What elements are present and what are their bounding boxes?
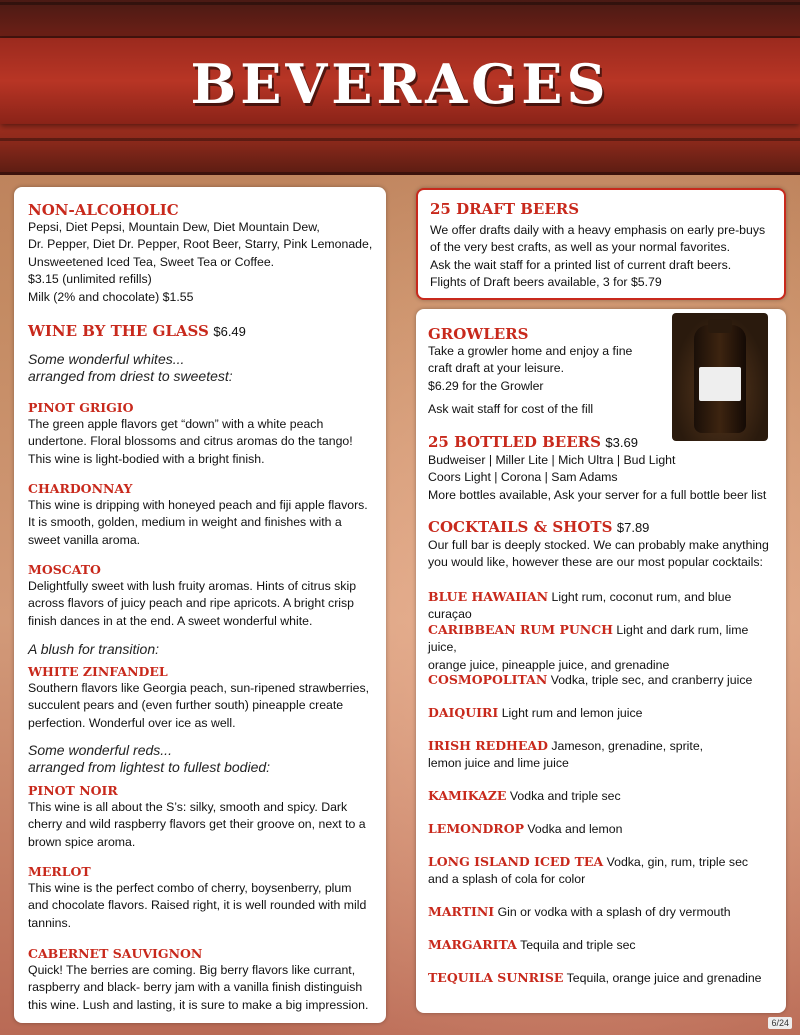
cocktail-name: CARIBBEAN RUM PUNCH (428, 622, 613, 637)
wine-name: MERLOT (28, 864, 91, 879)
non-alcoholic-heading: NON-ALCOHOLIC (28, 201, 179, 219)
cocktail-item (428, 737, 778, 773)
growler-neck (708, 319, 732, 333)
wine-item (28, 664, 378, 732)
cocktail-name: COSMOPOLITAN (428, 672, 548, 687)
wine-desc-line: succulent pears and (even further south) pineapple create (28, 698, 344, 713)
wine-desc-line: this wine. Lush and lasting, it is sure to make a big impression. (28, 997, 369, 1012)
cocktail-desc: Light and dark rum, lime juice, (428, 623, 749, 655)
non-alcoholic-line: Milk (2% and chocolate) $1.55 (28, 289, 194, 304)
cocktail-name: IRISH REDHEAD (428, 738, 548, 753)
wine-desc-line: sweet vanilla aroma. (28, 532, 141, 547)
cocktail-desc: Tequila, orange juice and grenadine (566, 971, 762, 985)
cocktail-name: DAIQUIRI (428, 705, 499, 720)
reds-intro (28, 742, 378, 776)
non-alcoholic-line: $3.15 (unlimited refills) (28, 272, 152, 287)
cocktail-name: KAMIKAZE (428, 788, 507, 803)
wine-desc-line: This wine is dripping with honeyed peach and fiji apple flavors. (28, 498, 368, 512)
growlers-line: $6.29 for the Growler (428, 378, 544, 393)
wine-desc-line: raspberry and black- berry jam with a vanilla finish distinguish (28, 980, 363, 995)
growlers-heading: GROWLERS (428, 325, 529, 343)
draft-beers-heading: 25 DRAFT BEERS (430, 200, 580, 218)
draft-beers-line: of the very best crafts, as well as your normal favorites. (430, 240, 731, 255)
cocktail-name: MARGARITA (428, 937, 517, 952)
wine-item (28, 481, 378, 549)
wine-item (28, 864, 378, 932)
blush-intro-line: A blush for transition: (28, 641, 159, 657)
wine-item (28, 783, 378, 851)
growler-photo (672, 313, 768, 441)
wine-item (28, 400, 378, 468)
bottled-beers-price: $3.69 (605, 435, 638, 450)
wine-name: PINOT GRIGIO (28, 400, 134, 415)
non-alcoholic-line: Unsweetened Iced Tea, Sweet Tea or Coffee. (28, 254, 275, 269)
wine-desc-line: Southern flavors like Georgia peach, sun-ripened strawberries, (28, 681, 370, 695)
growlers-line: craft draft at your leisure. (428, 361, 565, 376)
wine-desc-line: Quick! The berries are coming. Big berry flavors like currant, (28, 963, 356, 977)
growlers-section (428, 325, 668, 419)
growlers-note: Ask wait staff for cost of the fill (428, 402, 594, 417)
wine-desc-line: The green apple flavors get “down” with a white peach (28, 417, 324, 431)
wine-name: PINOT NOIR (28, 783, 118, 798)
wine-desc-line: tannins. (28, 915, 72, 930)
draft-beers-panel (416, 188, 786, 300)
cocktail-desc: Light rum, coconut rum, and blue curaçao (428, 590, 732, 622)
cocktail-name: LONG ISLAND ICED TEA (428, 854, 604, 869)
cocktail-item (428, 621, 778, 674)
non-alcoholic-line: Pepsi, Diet Pepsi, Mountain Dew, Diet Mountain Dew, (28, 220, 320, 234)
cocktail-name: MARTINI (428, 904, 495, 919)
wine-name: CABERNET SAUVIGNON (28, 946, 203, 961)
wine-desc-line: finish dances in at the end. A sweet wonderful white. (28, 613, 313, 628)
reds-intro-line: Some wonderful reds... (28, 742, 172, 758)
wine-desc-line: It is smooth, golden, medium in weight and finishes with a (28, 515, 342, 530)
bottled-beers-line: Budweiser | Miller Lite | Mich Ultra | Bud Light (428, 453, 676, 467)
non-alcoholic-line: Dr. Pepper, Diet Dr. Pepper, Root Beer, Starry, Pink Lemonade, (28, 237, 373, 252)
wine-desc-line: and chocolate flavors. Raised right, it is well rounded with mild (28, 898, 367, 913)
non-alcoholic-section (28, 201, 378, 306)
wine-desc-line: Delightfully sweet with lush fruity aromas. Hints of citrus skip (28, 579, 357, 593)
bottled-beers-heading: 25 BOTTLED BEERS (428, 433, 601, 451)
cocktail-item (428, 853, 778, 889)
draft-beers-line: Ask the wait staff for a printed list of current draft beers. (430, 257, 732, 272)
cocktail-name: TEQUILA SUNRISE (428, 970, 564, 985)
cocktails-price: $7.89 (616, 520, 650, 535)
bottled-beers-section (428, 433, 778, 504)
reds-intro-line: arranged from lightest to fullest bodied: (28, 759, 271, 775)
wine-desc-line: This wine is light-bodied with a bright finish. (28, 451, 265, 466)
wine-desc-line: perfection. Wonderful over ice as well. (28, 715, 236, 730)
cocktail-item (428, 969, 778, 987)
wine-price: $6.49 (213, 324, 246, 339)
cocktails-heading: COCKTAILS & SHOTS (428, 518, 613, 536)
cocktail-item (428, 787, 778, 805)
wine-desc-line: across flavors of juicy peach and ripe apricots. A bright crisp (28, 596, 355, 611)
cocktail-desc-cont: lemon juice and lime juice (428, 756, 569, 771)
wine-item (28, 562, 378, 630)
cocktail-desc: Light rum and lemon juice (501, 706, 643, 720)
cocktail-item (428, 903, 778, 921)
growler-label (699, 367, 741, 401)
cocktail-item (428, 820, 778, 838)
whites-intro-line: arranged from driest to sweetest: (28, 368, 233, 384)
cocktail-desc: Vodka, gin, rum, triple sec (606, 855, 749, 869)
cocktail-desc-cont: and a splash of cola for color (428, 872, 586, 887)
page-number: 6/24 (768, 1017, 792, 1029)
whites-intro-line: Some wonderful whites... (28, 351, 185, 367)
wine-desc-line: This wine is the perfect combo of cherry, boysenberry, plum (28, 881, 352, 895)
draft-beers-section (430, 200, 780, 292)
wine-name: WHITE ZINFANDEL (28, 664, 168, 679)
page-title: BEVERAGES (190, 52, 610, 116)
cocktail-desc: Vodka and lemon (527, 822, 623, 836)
wine-desc-line: cherry and wild raspberry flavors get their groove on, next to a (28, 817, 366, 832)
whites-intro (28, 351, 378, 385)
cocktail-item (428, 936, 778, 954)
left-menu-panel (14, 187, 386, 1023)
wine-desc-line: undertone. Floral blossoms and citrus aromas do the tango! (28, 434, 353, 449)
cocktail-name: LEMONDROP (428, 821, 524, 836)
wine-heading-row (28, 322, 378, 341)
cocktail-desc: Vodka, triple sec, and cranberry juice (550, 673, 753, 687)
bottled-beers-line: More bottles available, Ask your server for a full bottle beer list (428, 487, 767, 502)
wine-item (28, 946, 378, 1014)
blush-intro (28, 641, 378, 658)
cocktails-intro-line: you would like, however these are our most popular cocktails: (428, 555, 763, 570)
wine-name: CHARDONNAY (28, 481, 133, 496)
wine-desc-line: brown spice aroma. (28, 834, 136, 849)
header-banner (0, 0, 800, 175)
cocktail-desc: Gin or vodka with a splash of dry vermouth (497, 905, 731, 919)
cocktail-item (428, 588, 778, 624)
wine-desc-line: This wine is all about the S’s: silky, smooth and spicy. Dark (28, 800, 348, 814)
cocktail-name: BLUE HAWAIIAN (428, 589, 549, 604)
cocktails-intro-line: Our full bar is deeply stocked. We can probably make anything (428, 538, 769, 552)
draft-beers-line: Flights of Draft beers available, 3 for $5.79 (430, 275, 662, 290)
cocktail-desc-cont: orange juice, pineapple juice, and grenadine (428, 657, 670, 672)
wine-name: MOSCATO (28, 562, 101, 577)
growler-jug-icon (694, 325, 746, 433)
cocktail-desc: Jameson, grenadine, sprite, (551, 739, 704, 753)
wine-heading: WINE BY THE GLASS (28, 322, 209, 340)
cocktail-item (428, 671, 778, 689)
cocktail-desc: Tequila and triple sec (520, 938, 636, 952)
growlers-line: Take a growler home and enjoy a fine (428, 344, 633, 358)
cocktails-section (428, 518, 778, 572)
bottled-beers-line: Coors Light | Corona | Sam Adams (428, 470, 618, 485)
cocktail-desc: Vodka and triple sec (509, 789, 621, 803)
draft-beers-line: We offer drafts daily with a heavy emphasis on early pre-buys (430, 223, 766, 237)
right-menu-panel (416, 309, 786, 1013)
cocktail-item (428, 704, 778, 722)
